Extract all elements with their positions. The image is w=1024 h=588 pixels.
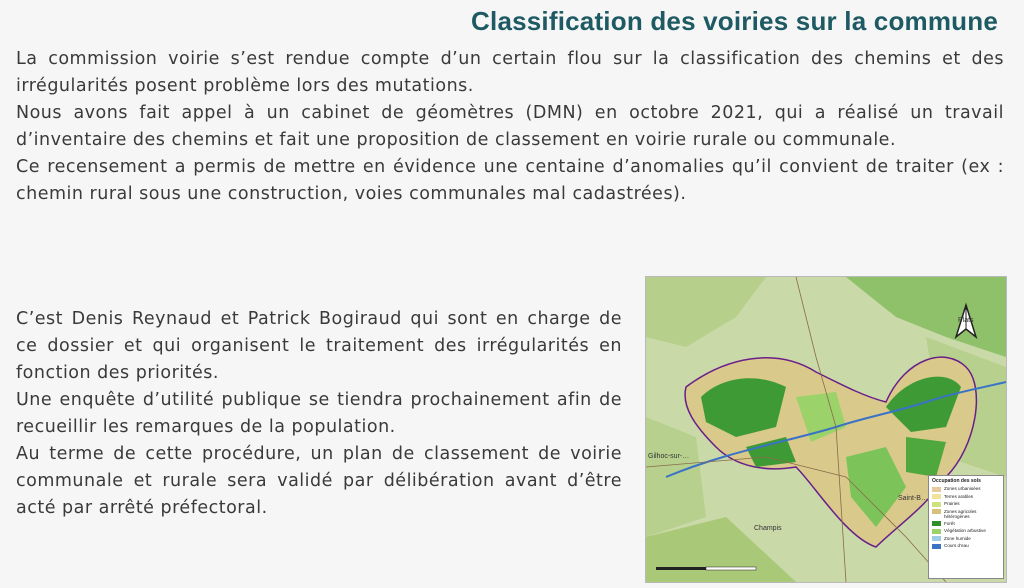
page-title: Classification des voiries sur la commune [471, 6, 998, 36]
paragraph-enquete: Une enquête d’utilité publique se tiendra prochainement afin de recueillir les remarques de la population. [16, 390, 622, 437]
place-label: Champis [754, 525, 782, 532]
legend-label: Végétation arbustive [944, 528, 986, 533]
legend-swatch [932, 536, 941, 541]
legend-swatch [932, 529, 941, 534]
paragraph-recensement: Ce recensement a permis de mettre en évidence une centaine d’anomalies qu’il convient de traiter (ex : chemin rural sous une construction, voies communales mal cadastrées). [16, 157, 1004, 204]
intro-text-block [16, 46, 1004, 208]
details-text-block [16, 306, 622, 522]
legend-swatch [932, 544, 941, 549]
legend-title: Occupation des sols [932, 478, 981, 484]
paragraph-commission: La commission voirie s’est rendue compte d’un certain flou sur la classification des chemins et des irrégularités posent problème lors des mutations. [16, 49, 1004, 96]
legend-label: Cours d'eau [944, 543, 969, 548]
legend-item [932, 509, 1000, 519]
place-label: Saint-B… [898, 495, 928, 502]
place-label: Gilhoc-sur-… [648, 453, 690, 460]
legend-swatch [932, 521, 941, 526]
legend-item [932, 501, 1000, 507]
legend-swatch [932, 487, 941, 492]
legend-label: Zone humide [944, 535, 971, 541]
legend-swatch [932, 509, 941, 514]
legend-item [932, 521, 1000, 527]
paragraph-procedure: Au terme de cette procédure, un plan de classement de voirie communale et rurale sera validé par délibération avant d’être acté par arrêté préfectoral. [16, 444, 622, 518]
place-label: Plats [958, 317, 974, 324]
legend-item [932, 528, 1000, 534]
legend-swatch [932, 502, 941, 507]
land-use-map [645, 276, 1007, 583]
legend-item [932, 536, 1000, 542]
legend-swatch [932, 494, 941, 499]
legend-item [932, 486, 1000, 492]
legend-item [932, 494, 1000, 500]
legend-label: Zones urbanisées [944, 486, 981, 491]
legend-label: Terres arables [944, 493, 974, 499]
paragraph-geometres: Nous avons fait appel à un cabinet de géomètres (DMN) en octobre 2021, qui a réalisé un travail d’inventaire des chemins et fait une proposition de classement en voirie rurale ou communale. [16, 103, 1004, 150]
legend-item [932, 543, 1000, 549]
map-legend [928, 475, 1004, 579]
paragraph-responsables: C’est Denis Reynaud et Patrick Bogiraud qui sont en charge de ce dossier et qui organisent le traitement des irrégularités en fonction des priorités. [16, 309, 622, 383]
scale-bar [656, 567, 756, 570]
legend-label: Zones agricoles hétérogènes [944, 508, 977, 519]
legend-label: Prairies [944, 501, 960, 506]
legend-label: Forêt [944, 520, 955, 526]
